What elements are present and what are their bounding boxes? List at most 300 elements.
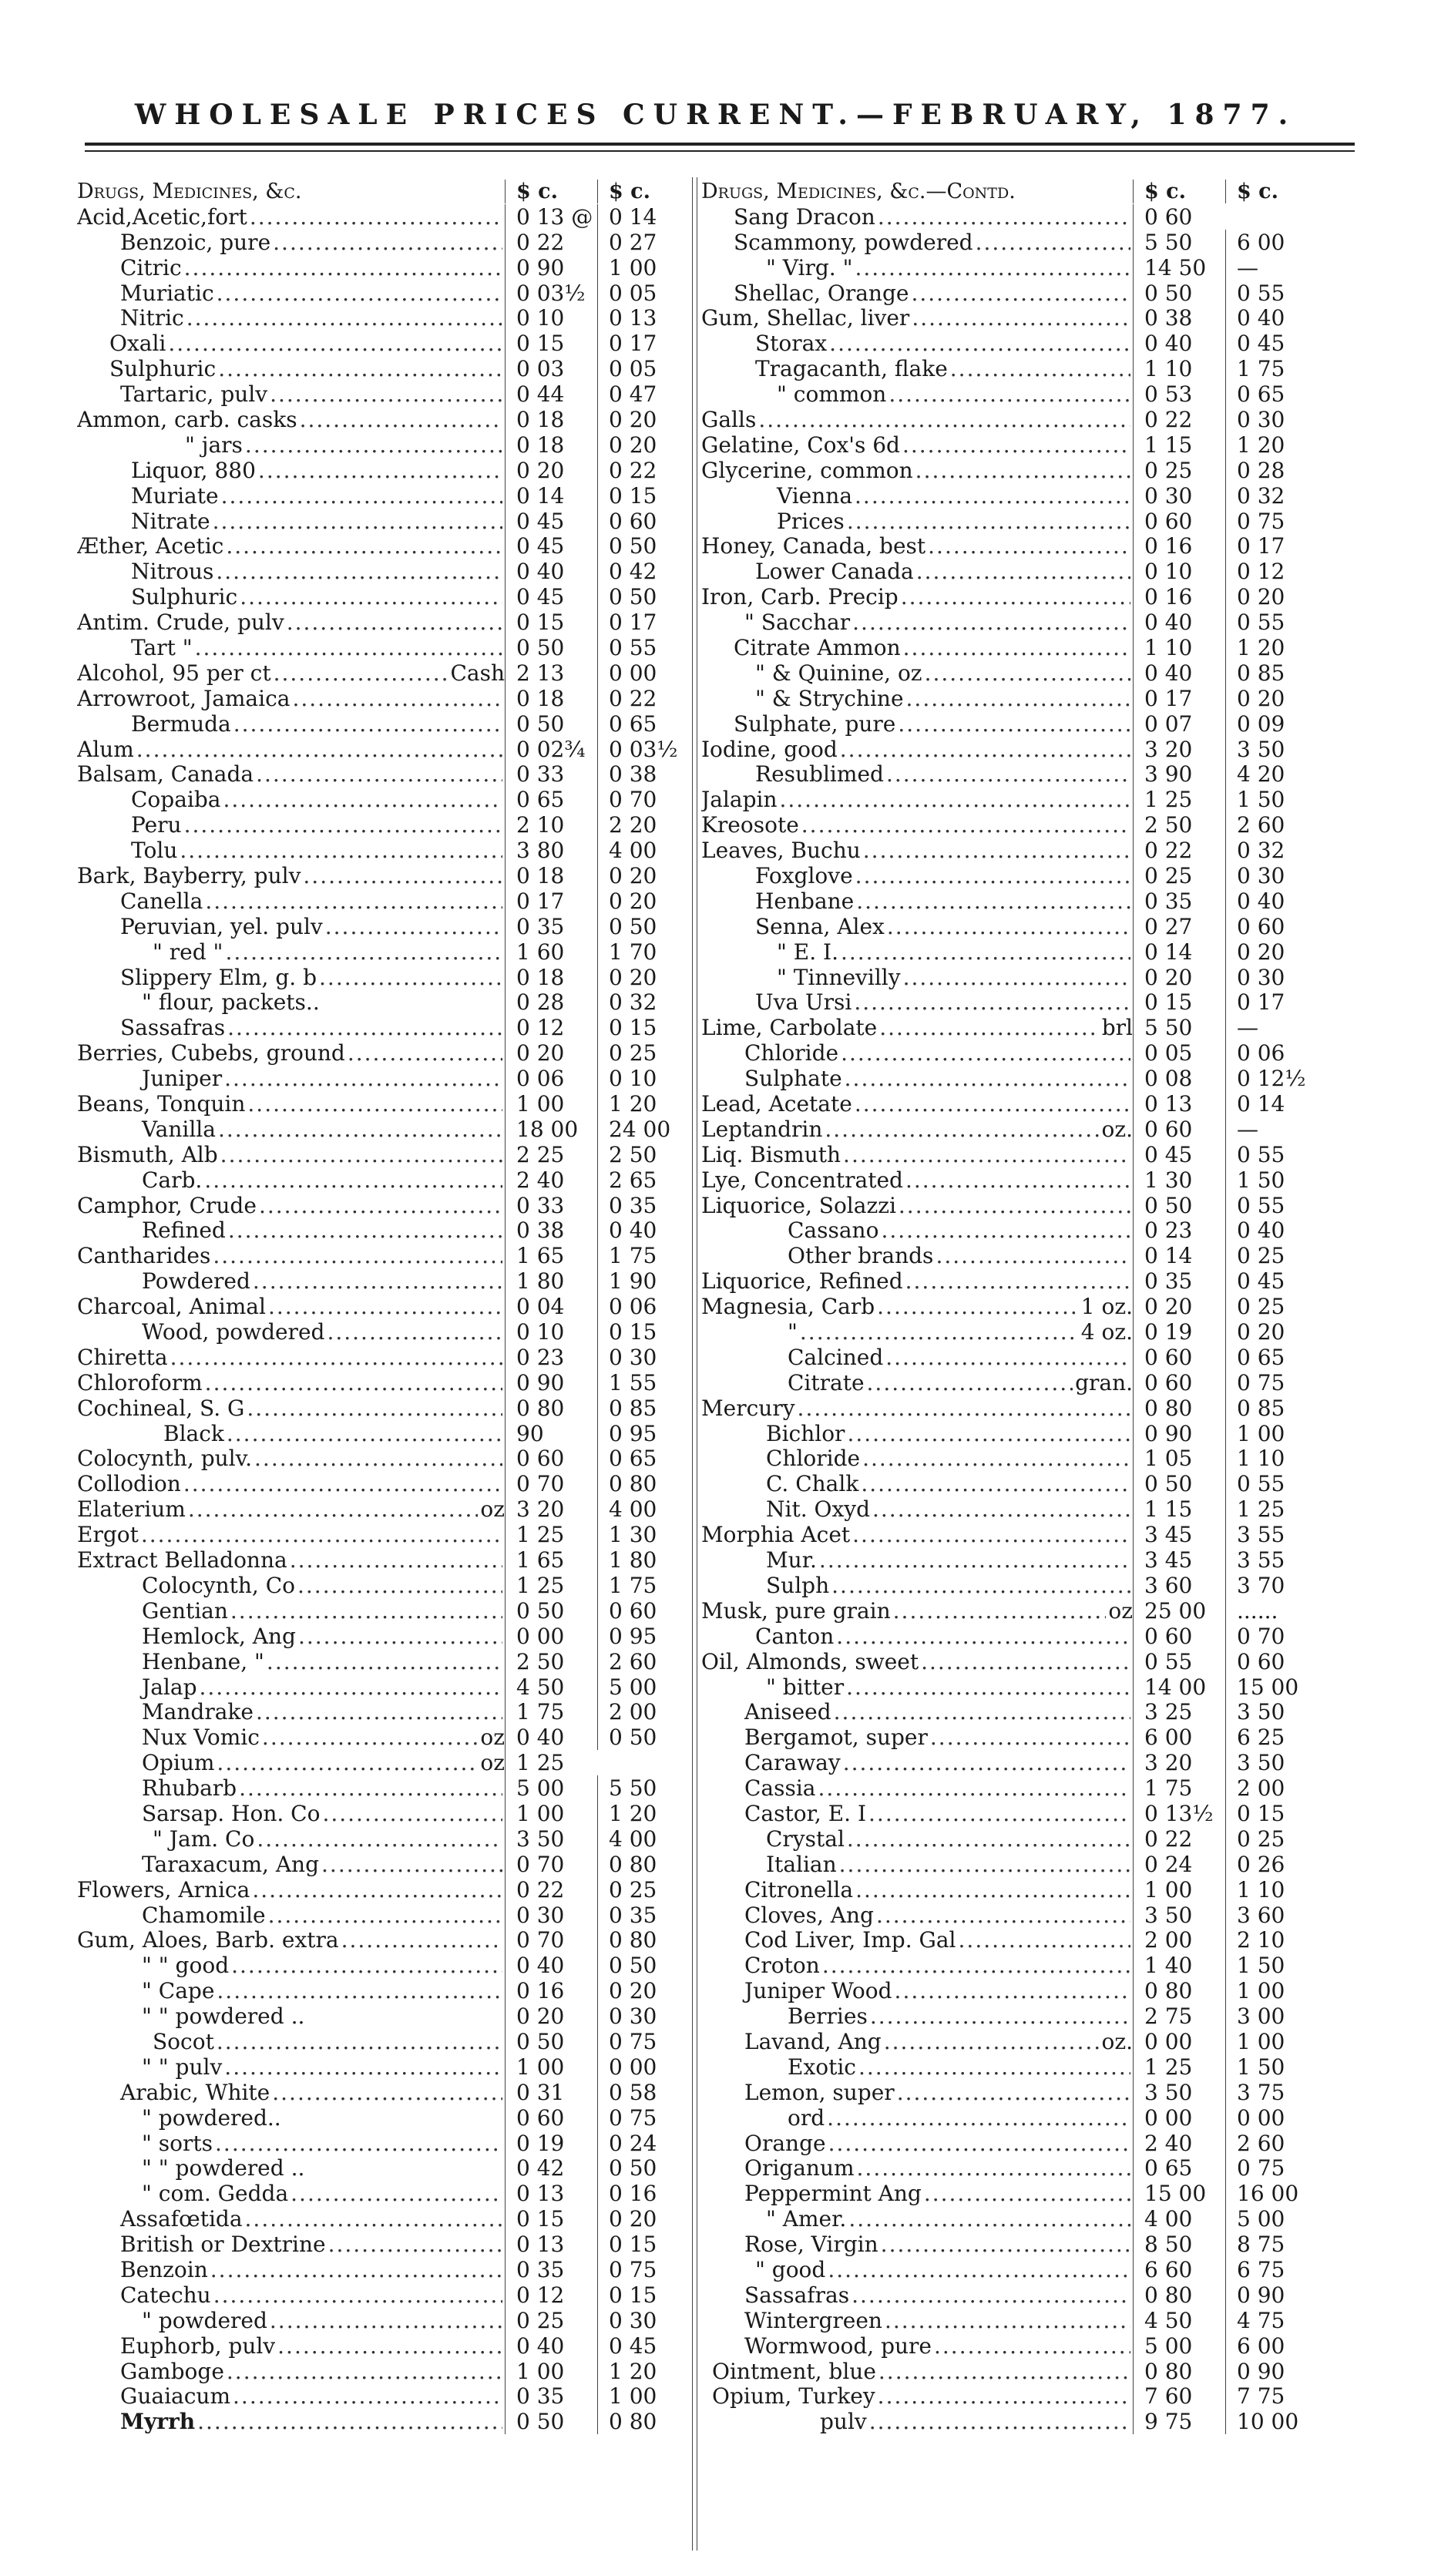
item-name-cell xyxy=(77,2383,505,2409)
item-name: " xyxy=(788,1319,798,1345)
price-row xyxy=(701,2029,1318,2054)
price-row xyxy=(77,483,690,509)
price-from: 2 13 xyxy=(505,660,597,686)
price-to: 0 15 xyxy=(597,2232,690,2257)
price-to: 4 00 xyxy=(597,838,690,863)
price-from: 4 50 xyxy=(1133,2308,1225,2333)
price-row xyxy=(701,1421,1318,1446)
dot-leader xyxy=(256,1699,502,1725)
dot-leader xyxy=(839,1852,1130,1877)
price-row xyxy=(77,737,690,762)
item-name: Copaiba xyxy=(131,787,221,813)
price-to: 1 10 xyxy=(1225,1877,1318,1903)
price-header-to: $ c. xyxy=(597,180,690,203)
item-name: Jalapin xyxy=(701,787,778,813)
dot-leader xyxy=(869,2409,1130,2434)
dot-leader xyxy=(213,1243,502,1268)
price-from: 0 23 xyxy=(1133,1217,1225,1243)
price-from: 0 35 xyxy=(1133,888,1225,914)
price-to: 0 32 xyxy=(597,989,690,1015)
dot-leader xyxy=(827,2105,1130,2131)
price-header-from: $ c. xyxy=(505,180,597,203)
item-name-cell xyxy=(701,533,1133,559)
price-row xyxy=(77,1268,690,1294)
price-to: 0 75 xyxy=(1225,2155,1318,2181)
item-name-cell xyxy=(701,2359,1133,2384)
item-unit: oz. xyxy=(1101,1116,1133,1142)
item-name: Resublimed xyxy=(755,761,884,788)
price-from: 0 35 xyxy=(1133,1268,1225,1294)
price-to: 0 16 xyxy=(597,2181,690,2206)
price-row xyxy=(77,1598,690,1624)
price-from: 0 42 xyxy=(505,2155,597,2181)
item-name: pulv xyxy=(820,2409,867,2435)
item-name: Arabic, White xyxy=(120,2079,270,2105)
price-from: 1 15 xyxy=(1133,432,1225,458)
price-from: 0 13½ xyxy=(1133,1801,1225,1826)
price-row xyxy=(701,1167,1318,1193)
dot-leader xyxy=(903,965,1130,990)
item-name-cell xyxy=(701,1826,1133,1852)
dot-leader xyxy=(321,1852,502,1877)
price-to: 0 32 xyxy=(1225,838,1318,863)
dot-leader xyxy=(245,432,502,458)
item-name: " Amer. xyxy=(766,2206,847,2232)
dot-leader xyxy=(887,914,1130,939)
item-name: " Jam. Co xyxy=(153,1825,255,1852)
price-from: 0 45 xyxy=(1133,1142,1225,1167)
price-to: 0 20 xyxy=(597,965,690,990)
dot-leader xyxy=(925,660,1130,686)
price-from: 5 00 xyxy=(1133,2333,1225,2359)
price-row xyxy=(77,1015,690,1040)
price-to: 0 55 xyxy=(1225,280,1318,306)
price-row xyxy=(77,1040,690,1066)
price-from: 0 07 xyxy=(1133,711,1225,737)
item-name-cell xyxy=(701,559,1133,584)
item-name-cell xyxy=(77,1978,505,2003)
item-unit: oz. xyxy=(1101,2028,1133,2054)
price-row xyxy=(701,1370,1318,1395)
dot-leader xyxy=(227,1421,502,1446)
price-from: 1 00 xyxy=(505,2054,597,2080)
item-name-cell xyxy=(701,2054,1133,2080)
dot-leader xyxy=(825,1117,1099,1142)
price-row xyxy=(701,1142,1318,1167)
price-from: 4 00 xyxy=(1133,2206,1225,2232)
price-from: 0 15 xyxy=(505,610,597,635)
dot-leader xyxy=(168,331,502,356)
price-row xyxy=(77,331,690,356)
price-row xyxy=(701,230,1318,255)
price-from: 0 18 xyxy=(505,965,597,990)
price-row xyxy=(77,686,690,711)
price-to: 0 15 xyxy=(1225,1801,1318,1826)
price-row xyxy=(701,559,1318,584)
item-name-cell xyxy=(77,686,505,711)
price-to: 0 35 xyxy=(597,1193,690,1218)
item-name-cell xyxy=(77,610,505,635)
price-from: 0 40 xyxy=(1133,660,1225,686)
dot-leader xyxy=(848,2206,1130,2232)
price-from: 1 00 xyxy=(505,1801,597,1826)
dot-leader xyxy=(884,2029,1100,2054)
item-name: " Cape xyxy=(142,1978,215,2004)
item-name-cell xyxy=(701,1649,1133,1674)
price-to: 0 14 xyxy=(597,204,690,230)
price-from: 0 03½ xyxy=(505,280,597,306)
price-row xyxy=(77,1218,690,1244)
price-row xyxy=(77,1117,690,1142)
price-to: 0 55 xyxy=(1225,610,1318,635)
price-from: 5 50 xyxy=(1133,230,1225,255)
item-name: Lavand, Ang xyxy=(744,2028,882,2054)
dot-leader xyxy=(297,1573,502,1598)
item-name: Lower Canada xyxy=(755,559,914,585)
dot-leader xyxy=(870,2003,1130,2029)
price-to: 3 60 xyxy=(1225,1903,1318,1928)
price-to: 0 60 xyxy=(597,1598,690,1624)
price-to: 0 50 xyxy=(597,2155,690,2181)
item-name-cell xyxy=(77,305,505,331)
dot-leader xyxy=(885,2308,1130,2333)
item-name-cell xyxy=(701,2383,1133,2409)
item-name-cell xyxy=(77,1091,505,1117)
item-name-cell xyxy=(701,1978,1133,2003)
price-from: 0 28 xyxy=(505,989,597,1015)
price-to: 0 85 xyxy=(1225,1395,1318,1421)
item-name: Galls xyxy=(701,406,757,432)
price-from: 0 00 xyxy=(1133,2105,1225,2131)
item-name: Wintergreen xyxy=(744,2307,882,2333)
item-name-cell xyxy=(701,635,1133,660)
item-name-cell xyxy=(701,761,1133,787)
item-name-cell xyxy=(77,1953,505,1978)
dot-leader xyxy=(855,255,1130,280)
item-name: Scammony, powdered xyxy=(734,229,973,255)
item-name: Cochineal, S. G xyxy=(77,1395,245,1421)
item-name-cell xyxy=(77,711,505,737)
price-row xyxy=(77,2308,690,2333)
dot-leader xyxy=(253,1268,502,1294)
item-name: " " powdered .. xyxy=(142,2003,305,2030)
item-name-cell xyxy=(77,761,505,787)
item-name: Muriate xyxy=(131,482,219,509)
item-name: Lye, Concentrated xyxy=(701,1167,903,1193)
item-name-cell xyxy=(701,914,1133,939)
price-from: 1 10 xyxy=(1133,635,1225,660)
item-name: " common xyxy=(777,381,887,408)
item-name-cell xyxy=(77,660,505,686)
dot-leader xyxy=(240,584,502,610)
item-name-cell xyxy=(77,1319,505,1345)
price-row xyxy=(77,2257,690,2282)
item-name: Sulphate xyxy=(744,1066,842,1092)
price-from: 0 38 xyxy=(505,1217,597,1243)
price-to: 0 30 xyxy=(1225,407,1318,432)
item-unit: 1 oz. xyxy=(1080,1294,1133,1320)
item-name-cell xyxy=(701,2333,1133,2359)
price-to: 0 30 xyxy=(597,2003,690,2029)
dot-leader xyxy=(217,1750,478,1775)
price-from: 2 50 xyxy=(505,1649,597,1674)
price-from: 0 50 xyxy=(1133,1471,1225,1496)
price-to: 0 95 xyxy=(597,1421,690,1446)
price-from: 0 25 xyxy=(1133,458,1225,483)
header-rule-thin xyxy=(85,150,1355,152)
item-name-cell xyxy=(77,939,505,965)
item-name: Euphorb, pulv xyxy=(120,2333,276,2359)
dot-leader xyxy=(834,1699,1130,1725)
item-name-cell xyxy=(77,483,505,509)
price-row xyxy=(77,2080,690,2105)
dot-leader xyxy=(197,2409,502,2434)
dot-leader xyxy=(292,686,502,711)
price-row xyxy=(701,381,1318,407)
item-name: Bark, Bayberry, pulv xyxy=(77,863,301,888)
price-from: 0 35 xyxy=(505,914,597,939)
dot-leader xyxy=(239,1775,502,1801)
item-name-cell xyxy=(701,1624,1133,1649)
dot-leader xyxy=(267,1649,502,1674)
item-name-cell xyxy=(77,863,505,888)
item-name-cell xyxy=(701,2257,1133,2282)
price-to: 1 70 xyxy=(597,939,690,965)
price-to: 0 27 xyxy=(597,230,690,255)
price-from: 2 50 xyxy=(1133,812,1225,838)
price-from: 0 05 xyxy=(1133,1040,1225,1066)
dot-leader xyxy=(213,2282,502,2308)
item-name: Juniper xyxy=(142,1066,223,1092)
dot-leader xyxy=(217,1978,502,2003)
item-name-cell xyxy=(701,863,1133,888)
dot-leader xyxy=(227,1015,502,1040)
item-name-cell xyxy=(701,1547,1133,1573)
price-to: 0 15 xyxy=(597,483,690,509)
price-row xyxy=(77,2181,690,2206)
price-to: 0 20 xyxy=(597,888,690,914)
price-from: 0 13 @ xyxy=(505,204,597,230)
price-to: — xyxy=(1225,255,1318,280)
price-row xyxy=(77,2105,690,2131)
price-row xyxy=(701,432,1318,458)
price-from: 2 75 xyxy=(1133,2003,1225,2029)
price-from: 0 10 xyxy=(1133,559,1225,584)
price-to: 0 80 xyxy=(597,1927,690,1953)
price-from: 3 50 xyxy=(1133,2080,1225,2105)
price-to: 5 50 xyxy=(597,1775,690,1801)
price-row xyxy=(77,1091,690,1117)
price-to: 0 70 xyxy=(1225,1624,1318,1649)
price-to: 3 00 xyxy=(1225,2003,1318,2029)
price-row xyxy=(701,1725,1318,1750)
price-from: 0 18 xyxy=(505,432,597,458)
price-from: 0 16 xyxy=(1133,533,1225,559)
price-row xyxy=(77,787,690,812)
item-name: Black xyxy=(163,1420,224,1446)
price-row xyxy=(701,1750,1318,1775)
price-row xyxy=(77,888,690,914)
price-to: 0 38 xyxy=(597,761,690,787)
item-name: " red " xyxy=(153,939,223,965)
price-from: 0 40 xyxy=(1133,610,1225,635)
dot-leader xyxy=(221,483,502,509)
price-to: 0 65 xyxy=(1225,1345,1318,1370)
item-name: " jars xyxy=(185,432,243,458)
price-row xyxy=(77,1624,690,1649)
dot-leader xyxy=(878,2383,1130,2409)
dot-leader xyxy=(879,1015,1100,1040)
dot-leader xyxy=(224,2054,502,2080)
dot-leader xyxy=(225,939,502,965)
dot-leader xyxy=(230,1598,502,1624)
dot-leader xyxy=(915,458,1130,483)
price-from: 0 60 xyxy=(1133,1370,1225,1395)
price-from: 1 25 xyxy=(505,1750,597,1775)
item-name: Mandrake xyxy=(142,1699,254,1725)
item-name-cell xyxy=(701,838,1133,863)
item-name: Charcoal, Animal xyxy=(77,1294,266,1320)
price-header-from: $ c. xyxy=(1133,180,1225,203)
dot-leader xyxy=(885,1345,1130,1370)
price-from: 0 23 xyxy=(505,1345,597,1370)
item-name-cell xyxy=(77,1674,505,1700)
price-row xyxy=(77,509,690,534)
item-name: Vanilla xyxy=(142,1116,216,1142)
item-name-cell xyxy=(701,1953,1133,1978)
price-to: 0 00 xyxy=(597,2054,690,2080)
item-name-cell xyxy=(701,660,1133,686)
item-name: Collodion xyxy=(77,1471,181,1497)
dot-leader xyxy=(262,1725,478,1750)
item-name: Powdered xyxy=(142,1268,250,1295)
dot-leader xyxy=(855,1877,1130,1903)
price-from: 0 12 xyxy=(505,1015,597,1040)
dot-leader xyxy=(877,1294,1079,1319)
item-unit: oz xyxy=(480,1750,505,1776)
dot-leader xyxy=(976,230,1130,255)
item-name-cell xyxy=(77,407,505,432)
price-to: 2 60 xyxy=(597,1649,690,1674)
dot-leader xyxy=(348,1040,502,1066)
item-name: Other brands xyxy=(788,1243,934,1269)
dot-leader xyxy=(213,509,502,534)
price-from: 3 45 xyxy=(1133,1522,1225,1547)
dot-leader xyxy=(822,1953,1130,1978)
item-name: Storax xyxy=(755,331,828,357)
price-from: 0 60 xyxy=(505,2105,597,2131)
dot-leader xyxy=(876,1903,1130,1928)
item-name-cell xyxy=(77,2105,505,2131)
dot-leader xyxy=(223,787,502,812)
price-row xyxy=(701,711,1318,737)
price-from: 1 75 xyxy=(505,1699,597,1725)
price-to: 6 00 xyxy=(1225,2333,1318,2359)
item-name: Rose, Virgin xyxy=(744,2232,878,2258)
item-name-cell xyxy=(701,356,1133,381)
item-name-cell xyxy=(77,280,505,306)
dot-leader xyxy=(899,1193,1130,1218)
price-from: 0 40 xyxy=(505,559,597,584)
item-name-cell xyxy=(77,1370,505,1395)
item-name: Nitrate xyxy=(131,508,210,534)
item-name: Honey, Canada, best xyxy=(701,533,926,559)
price-row xyxy=(701,1877,1318,1903)
dot-leader xyxy=(856,888,1130,914)
price-to: 1 20 xyxy=(597,1801,690,1826)
price-from: 0 20 xyxy=(505,458,597,483)
price-row xyxy=(77,1066,690,1091)
price-to: 0 40 xyxy=(597,1217,690,1243)
item-name-cell xyxy=(77,1117,505,1142)
price-from: 0 25 xyxy=(505,2308,597,2333)
item-name-cell xyxy=(701,1725,1133,1750)
dot-leader xyxy=(845,1066,1130,1091)
dot-leader xyxy=(257,1826,502,1852)
price-from: 5 50 xyxy=(1133,1015,1225,1040)
dot-leader xyxy=(205,888,502,914)
item-name: Caraway xyxy=(744,1750,841,1776)
price-row xyxy=(701,407,1318,432)
price-row xyxy=(77,660,690,686)
item-name: Sulphuric xyxy=(109,356,217,382)
price-row xyxy=(77,1496,690,1522)
item-name-cell xyxy=(77,2333,505,2359)
item-name: Senna, Alex xyxy=(755,913,885,939)
price-row xyxy=(701,483,1318,509)
dot-leader xyxy=(758,407,1130,432)
item-name: Ammon, carb. casks xyxy=(77,406,297,432)
dot-leader xyxy=(928,533,1130,559)
price-to: 0 09 xyxy=(1225,711,1318,737)
dot-leader xyxy=(872,1496,1130,1522)
dot-leader xyxy=(855,1091,1130,1117)
dot-leader xyxy=(857,2155,1130,2181)
item-name-cell xyxy=(77,1624,505,1649)
price-from: 0 04 xyxy=(505,1294,597,1319)
price-to: 0 22 xyxy=(597,458,690,483)
dot-leader xyxy=(247,1091,502,1117)
dot-leader xyxy=(228,1217,502,1243)
item-name: " powdered.. xyxy=(142,2104,281,2131)
price-row xyxy=(701,2232,1318,2257)
price-row xyxy=(701,863,1318,888)
item-name-cell xyxy=(77,812,505,838)
dot-leader xyxy=(828,2131,1130,2156)
dot-leader xyxy=(291,2181,502,2206)
dot-leader xyxy=(268,1903,502,1928)
price-from: 14 00 xyxy=(1133,1674,1225,1700)
dot-leader xyxy=(328,2232,502,2257)
price-to: 0 75 xyxy=(1225,509,1318,534)
item-name: Lime, Carbolate xyxy=(701,1015,878,1041)
item-name: Extract Belladonna xyxy=(77,1547,287,1573)
price-to: 2 65 xyxy=(597,1167,690,1193)
section-title: Drugs, Medicines, &c. xyxy=(77,179,302,203)
item-name-cell xyxy=(701,1167,1133,1193)
price-row xyxy=(701,686,1318,711)
item-unit: oz xyxy=(480,1496,505,1523)
price-row xyxy=(701,1268,1318,1294)
dot-leader xyxy=(200,1674,503,1700)
item-name-cell xyxy=(77,331,505,356)
item-name-cell xyxy=(77,1066,505,1091)
price-row xyxy=(701,1294,1318,1319)
dot-leader xyxy=(959,1927,1130,1953)
price-row xyxy=(701,2333,1318,2359)
dot-leader xyxy=(841,1040,1130,1066)
price-row xyxy=(701,1345,1318,1370)
